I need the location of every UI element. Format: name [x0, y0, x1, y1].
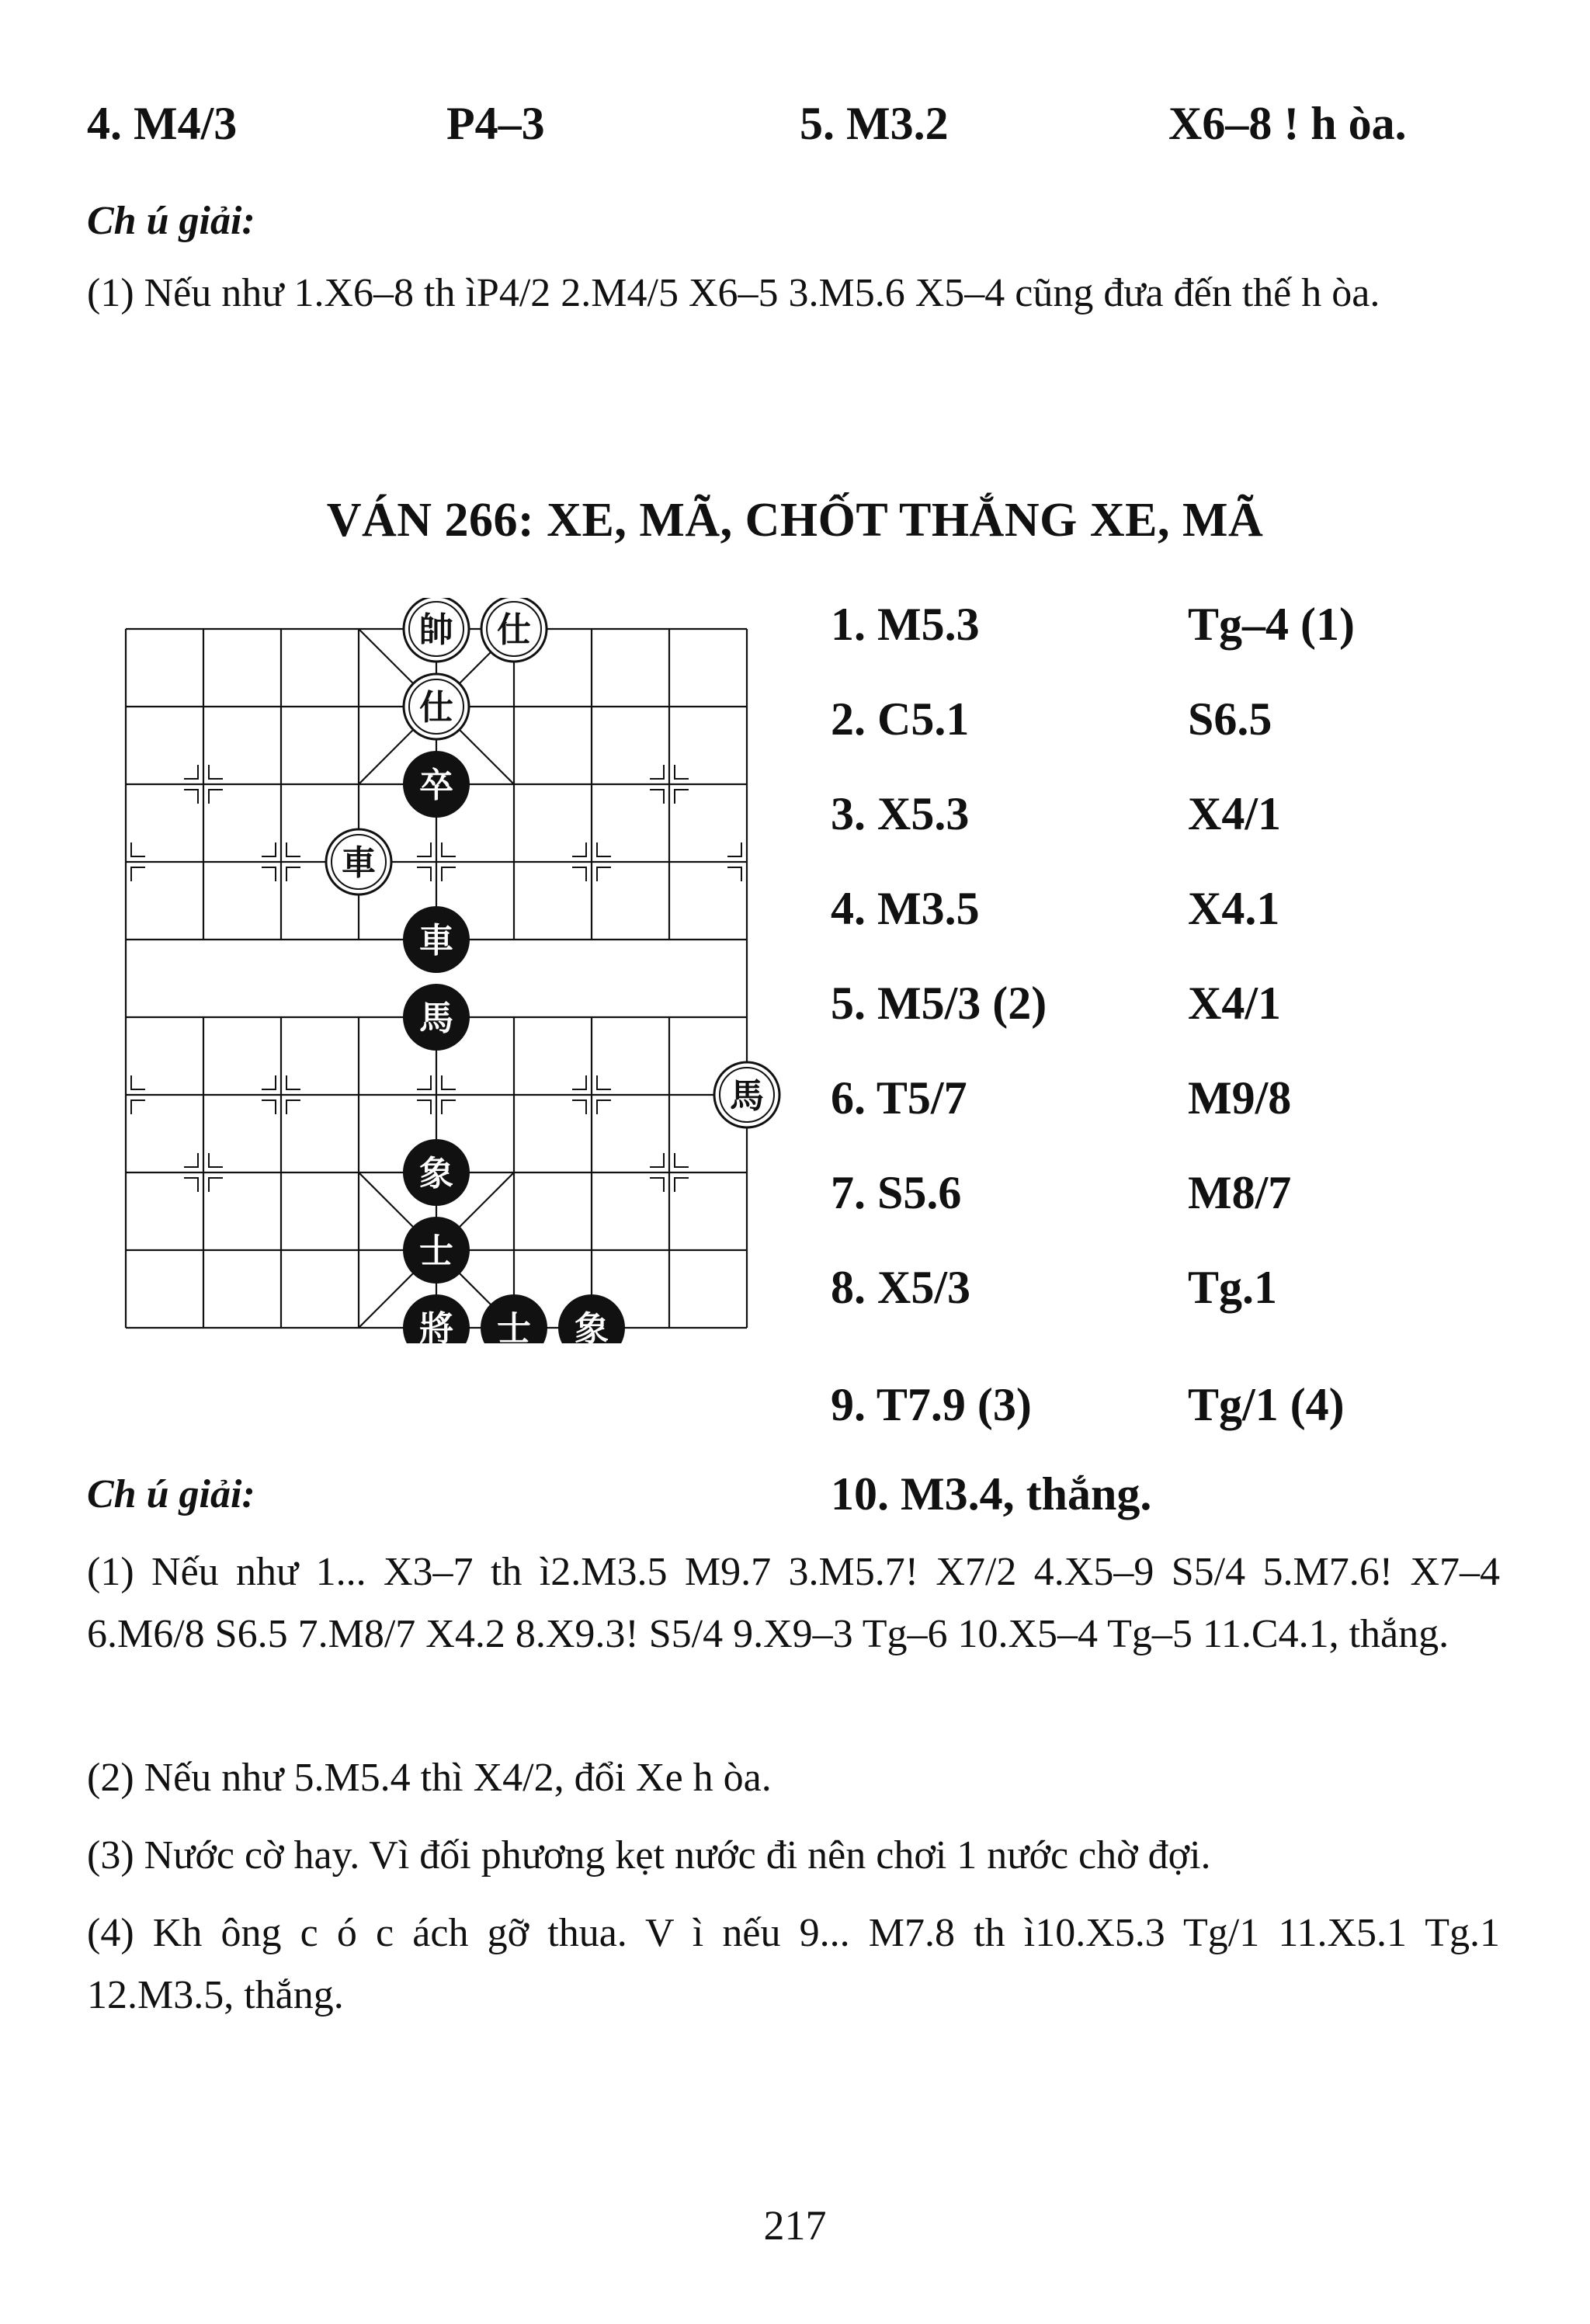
top-move-1: 4. M4/3 [87, 98, 238, 149]
piece-label: 士 [497, 1309, 531, 1343]
position-mark [572, 1075, 586, 1089]
position-mark [650, 790, 664, 804]
position-mark [597, 1075, 611, 1089]
position-mark [286, 1100, 300, 1114]
position-mark [131, 867, 145, 881]
piece-red-3 [404, 674, 469, 739]
position-mark [442, 867, 456, 881]
note2-title: Ch ú giải: [87, 1472, 255, 1516]
position-mark [262, 867, 276, 881]
position-mark [417, 842, 431, 856]
position-mark [597, 842, 611, 856]
position-mark [209, 790, 223, 804]
position-mark [417, 867, 431, 881]
xiangqi-board [116, 598, 800, 1343]
move-white-7: 7. S5.6 [831, 1167, 962, 1218]
move-black-7: M8/7 [1188, 1167, 1292, 1218]
position-mark [209, 1153, 223, 1167]
position-mark [184, 1178, 198, 1192]
position-mark [675, 765, 689, 779]
move-white-3: 3. X5.3 [831, 788, 970, 839]
piece-label: 仕 [497, 610, 531, 650]
position-mark [572, 867, 586, 881]
note2-paragraph-1: (1) Nếu như 1... X3–7 th ì2.M3.5 M9.7 3.M5.7! X7/2 4.X5–9 S5/4 5.M7.6! X7–4 6.M6/8 S6.5 7.M8/7 X4.2 8.X9.3! S5/4 9.X9–3 Tg–6 10.X5–4 Tg–5 11.C4.1, thắng. [87, 1550, 1500, 1656]
piece-red-8 [714, 1062, 779, 1127]
position-mark [597, 1100, 611, 1114]
position-mark [262, 1100, 276, 1114]
note2-paragraph-3: (3) Nước cờ hay. Vì đối phương kẹt nước đi nên chơi 1 nước chờ đợi. [87, 1833, 1211, 1878]
piece-label: 帥 [419, 610, 453, 650]
move-white-4: 4. M3.5 [831, 883, 980, 934]
piece-label: 卒 [419, 766, 453, 805]
position-mark [184, 790, 198, 804]
piece-label: 仕 [419, 688, 453, 728]
position-mark [131, 842, 145, 856]
move-white-6: 6. T5/7 [831, 1072, 967, 1124]
move-black-9: Tg/1 (4) [1188, 1379, 1345, 1430]
note1-paragraph: (1) Nếu như 1.X6–8 th ìP4/2 2.M4/5 X6–5 3.M5.6 X5–4 cũng đưa đến thế h òa. [87, 271, 1380, 315]
position-mark [442, 1075, 456, 1089]
move-white-9: 9. T7.9 (3) [831, 1379, 1032, 1430]
position-mark [727, 842, 741, 856]
position-mark [184, 765, 198, 779]
position-mark [262, 1075, 276, 1089]
position-mark [572, 1100, 586, 1114]
position-mark [131, 1100, 145, 1114]
piece-label: 車 [342, 843, 376, 883]
move-black-2: S6.5 [1188, 693, 1272, 745]
position-mark [286, 867, 300, 881]
piece-label: 象 [575, 1309, 609, 1343]
position-mark [286, 842, 300, 856]
position-mark [675, 790, 689, 804]
position-mark [442, 1100, 456, 1114]
piece-black-12 [481, 1295, 547, 1343]
position-mark [209, 765, 223, 779]
position-mark [650, 1178, 664, 1192]
piece-black-7 [404, 985, 469, 1050]
piece-label: 象 [419, 1154, 453, 1193]
move-black-3: X4/1 [1188, 788, 1281, 839]
position-mark [131, 1075, 145, 1089]
position-mark [650, 765, 664, 779]
piece-label: 士 [419, 1231, 453, 1271]
move-white-1: 1. M5.3 [831, 599, 980, 650]
game-title: VÁN 266: XE, MÃ, CHỐT THẮNG XE, MÃ [326, 494, 1264, 547]
move-white-8: 8. X5/3 [831, 1262, 970, 1313]
piece-black-13 [559, 1295, 624, 1343]
piece-label: 將 [419, 1309, 453, 1343]
position-mark [262, 842, 276, 856]
top-move-3: 5. M3.2 [800, 98, 949, 149]
position-mark [727, 867, 741, 881]
position-mark [442, 842, 456, 856]
position-mark [184, 1153, 198, 1167]
position-mark [209, 1178, 223, 1192]
piece-black-11 [404, 1295, 469, 1343]
position-mark [286, 1075, 300, 1089]
note2-paragraph-2: (2) Nếu như 5.M5.4 thì X4/2, đổi Xe h òa. [87, 1756, 772, 1800]
piece-black-10 [404, 1218, 469, 1283]
top-move-4: X6–8 ! h òa. [1168, 98, 1407, 149]
move-black-6: M9/8 [1188, 1072, 1292, 1124]
move-black-5: X4/1 [1188, 978, 1281, 1029]
piece-label: 馬 [730, 1076, 764, 1116]
position-mark [650, 1153, 664, 1167]
position-mark [417, 1100, 431, 1114]
piece-red-5 [326, 829, 391, 895]
piece-black-6 [404, 907, 469, 972]
piece-label: 車 [419, 921, 453, 961]
piece-label: 馬 [419, 999, 453, 1038]
move-black-1: Tg–4 (1) [1188, 599, 1355, 650]
piece-black-9 [404, 1140, 469, 1205]
note2-paragraph-4: (4) Kh ông c ó c ách gỡ thua. V ì nếu 9... M7.8 th ì10.X5.3 Tg/1 11.X5.1 Tg.1 12.M3.5, thắng. [87, 1911, 1500, 2017]
position-mark [675, 1153, 689, 1167]
position-mark [417, 1075, 431, 1089]
position-mark [675, 1178, 689, 1192]
note1-title: Ch ú giải: [87, 199, 255, 243]
piece-red-1 [404, 598, 469, 662]
position-mark [572, 842, 586, 856]
piece-black-4 [404, 752, 469, 817]
position-mark [597, 867, 611, 881]
move-white-5: 5. M5/3 (2) [831, 978, 1047, 1029]
top-move-2: P4–3 [446, 98, 545, 149]
page-number: 217 [763, 2202, 827, 2249]
final-move: 10. M3.4, thắng. [831, 1468, 1152, 1520]
move-white-2: 2. C5.1 [831, 693, 970, 745]
piece-red-2 [481, 598, 547, 662]
move-black-4: X4.1 [1188, 883, 1280, 934]
move-black-8: Tg.1 [1188, 1262, 1278, 1313]
